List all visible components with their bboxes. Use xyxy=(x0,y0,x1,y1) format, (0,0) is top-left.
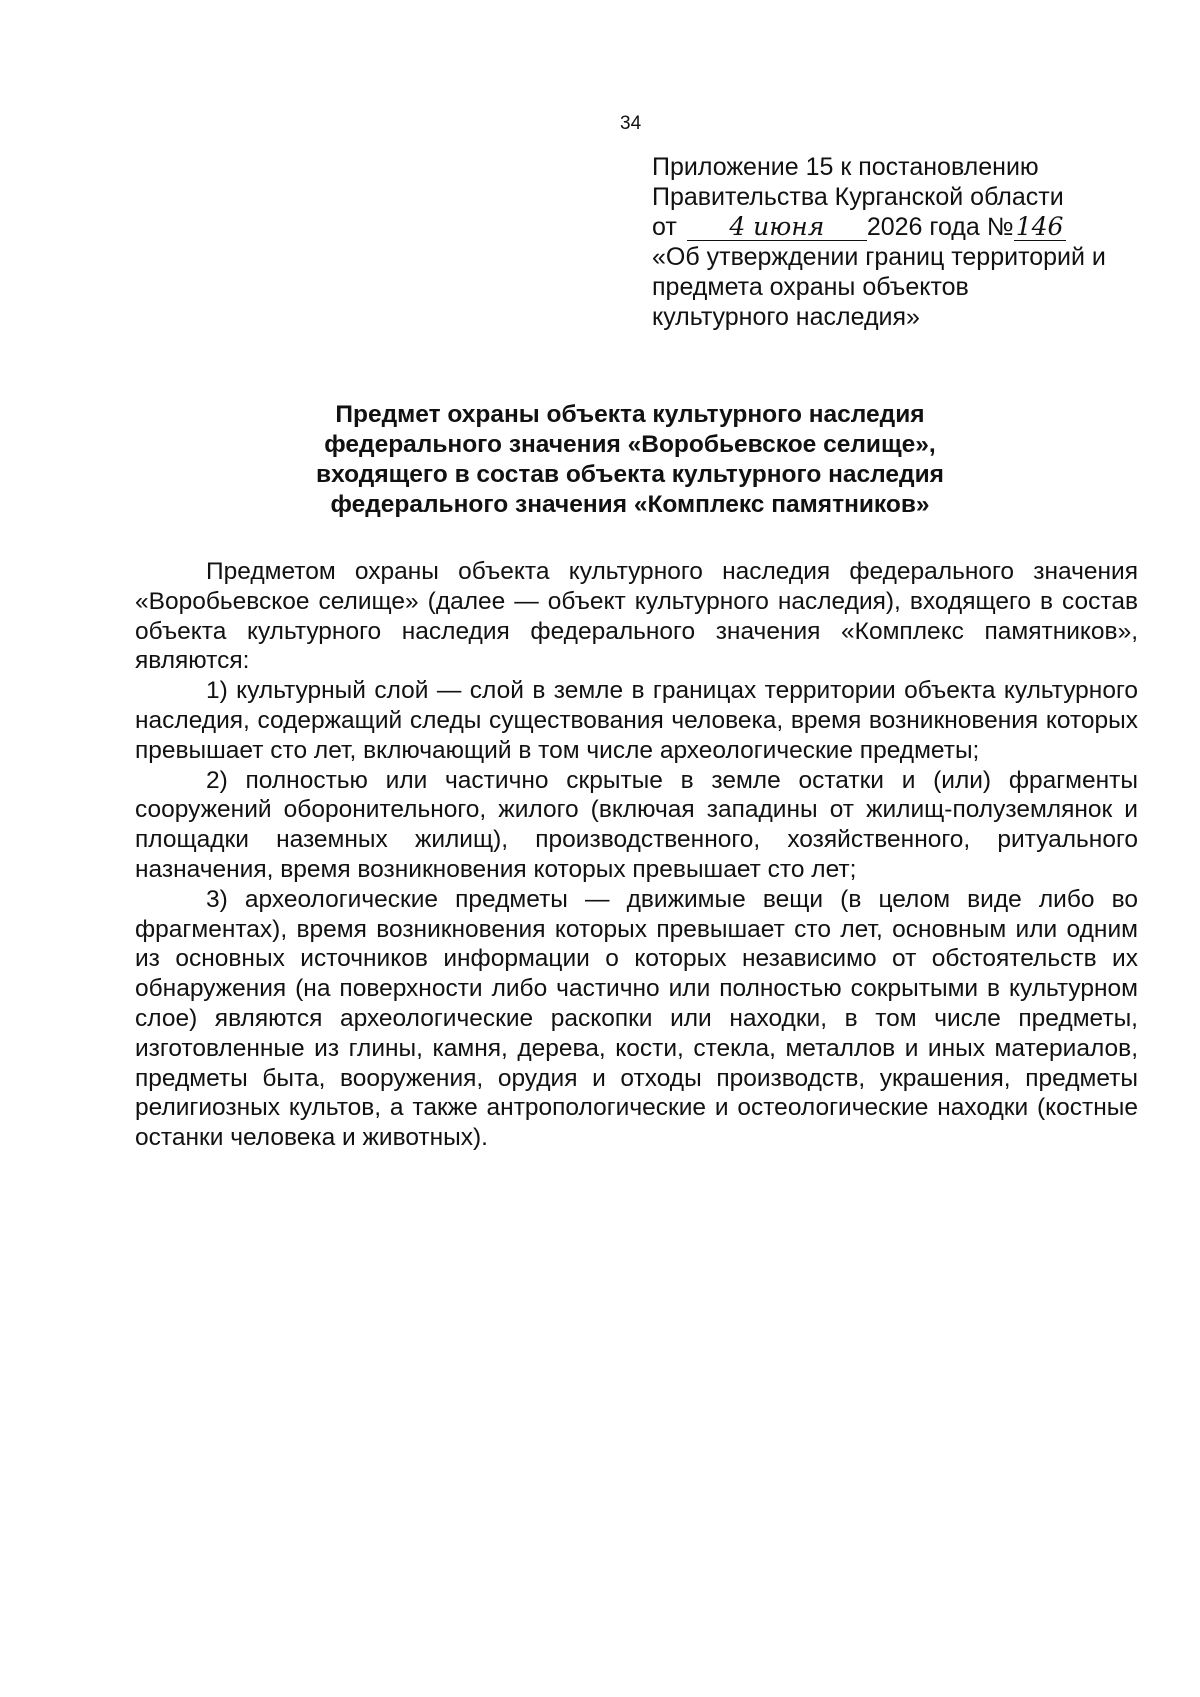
appendix-line-6: культурного наследия» xyxy=(652,303,920,331)
paragraph-item-1: 1) культурный слой — слой в земле в границах территории объекта культурного наследия, содержащий следы существования человека, время возникновения которых превышает сто лет, включающий в том числе археологические предметы; xyxy=(135,677,1138,764)
handwritten-number: 146 xyxy=(1014,214,1066,241)
paragraph-item-3: 3) археологические предметы — движимые вещи (в целом виде либо во фрагментах), время возникновения которых превышает сто лет, основным или одним из основных источников информации о которых независимо от обстоятельств их обнаружения (на поверхности либо частично или полностью сокрытыми в культурном слое) являются археологические раскопки или находки, в том числе предметы, изготовленные из глины, камня, дерева, кости, стекла, металлов и иных материалов, предметы быта, вооружения, орудия и отходы производств, украшения, предметы религиозных культов, а также антропологические и остеологические находки (костные останки человека и животных). xyxy=(135,885,1138,1152)
title-line-1: Предмет охраны объекта культурного наследия xyxy=(335,401,925,428)
appendix-line-1: Приложение 15 к постановлению xyxy=(652,153,1039,181)
title-line-2: федерального значения «Воробьевское селище», xyxy=(324,431,936,458)
paragraph-intro: Предметом охраны объекта культурного наследия федерального значения «Воробьевское селище» (далее — объект культурного наследия), входящего в состав объекта культурного наследия федерального значения «Комплекс памятников», являются: xyxy=(135,558,1138,675)
title-line-3: входящего в состав объекта культурного наследия xyxy=(316,461,944,488)
document-title xyxy=(200,400,1060,520)
date-prefix: от xyxy=(652,213,677,241)
paragraph-item-2: 2) полностью или частично скрытые в земле остатки и (или) фрагменты сооружений оборонительного, жилого (включая западины от жилищ-полуземлянок и площадки наземных жилищ), производственного, хозяйственного, ритуального назначения, время возникновения которых превышает сто лет; xyxy=(135,766,1138,883)
appendix-line-5: предмета охраны объектов xyxy=(652,273,969,301)
handwritten-date: 4 июня xyxy=(687,214,867,241)
page-number: 34 xyxy=(620,113,642,134)
document-body xyxy=(135,557,1138,1153)
appendix-date-line xyxy=(652,212,1172,242)
title-line-4: федерального значения «Комплекс памятников» xyxy=(330,491,930,518)
appendix-line-4: «Об утверждении границ территорий и xyxy=(652,243,1106,271)
appendix-line-2: Правительства Курганской области xyxy=(652,183,1064,211)
year-text: 2026 года № xyxy=(866,213,1014,241)
appendix-header xyxy=(652,152,1172,332)
